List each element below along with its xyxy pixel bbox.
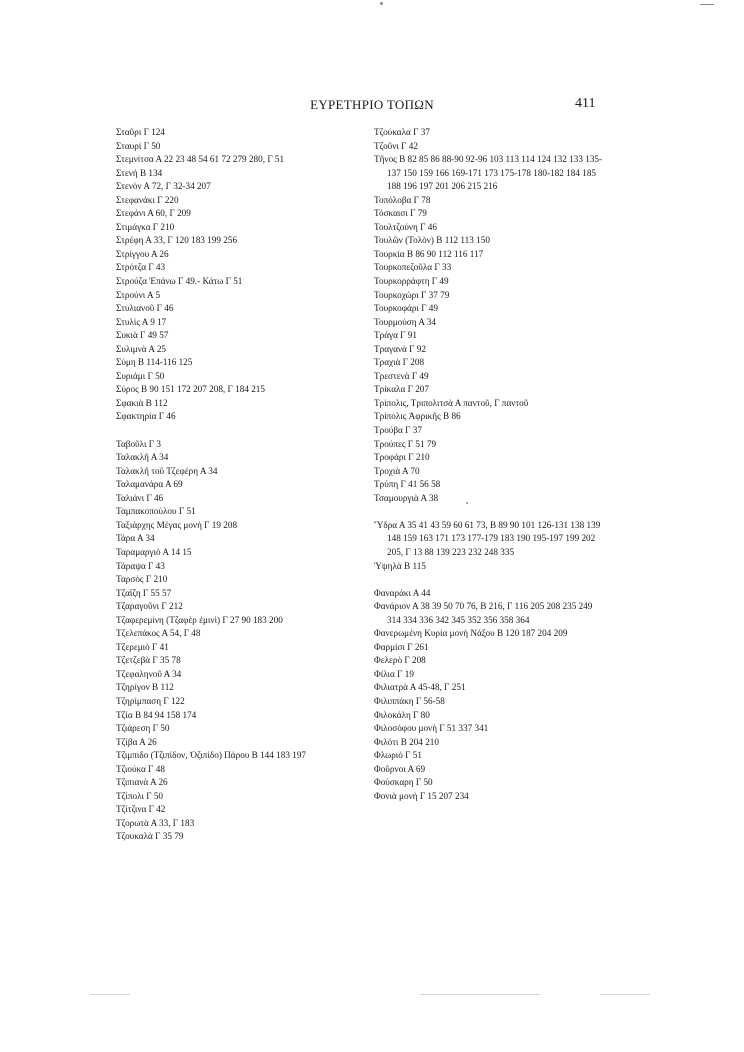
index-entry: Τουρκορράφτη Γ 49: [374, 276, 449, 287]
index-entry: Τσαμουργιὰ Α 38: [374, 492, 439, 503]
index-entry: Ὕδρα Α 35 41 43 59 60 61 73, Β 89 90 101 126-131 138 139 148 159 163 171 173 177-179 183 190 195-197 199 202 205, Γ 13 88 139 223 232 248 335: [374, 519, 601, 557]
index-entry: Τουλῶν (Τολὸν) Β 112 113 150: [374, 235, 490, 246]
index-entry: Τζουκαλὰ Γ 35 79: [116, 831, 184, 842]
index-entry: Τουρκία Β 86 90 112 116 117: [374, 248, 484, 259]
index-entry: Τόσκαισι Γ 79: [374, 208, 427, 219]
index-entry: Ταβοῦλι Γ 3: [116, 438, 161, 449]
index-entry: Τουρκοπεζοῦλα Γ 33: [374, 262, 452, 273]
index-entry: Τζίπολι Γ 50: [116, 790, 164, 801]
index-entry: Φιλοσόφου μονὴ Γ 51 337 341: [374, 723, 489, 734]
index-entry: Τζιμπιδο (Τζιπίδον, Ὀζιπίδο) Πάρου Β 144 183 197: [116, 750, 307, 761]
index-entry: Φιλοκάλη Γ 80: [374, 709, 430, 720]
index-entry: Τζετζεβὰ Γ 35 78: [116, 655, 181, 666]
index-entry: Τζαφερεμίνη (Τζαφὲρ ἐμινὶ) Γ 27 90 183 200: [116, 614, 283, 625]
index-entry: Φιλότι Β 204 210: [374, 736, 439, 747]
index-column-right: [374, 126, 606, 803]
index-entry: Τουρκοφάρι Γ 49: [374, 303, 438, 314]
page-title: ΕΥΡΕΤΗΡΙΟ ΤΟΠΩΝ: [310, 97, 434, 112]
index-entry: Σφακιὰ Β 112: [116, 397, 168, 408]
index-entry: Ταξιάρχης Μέγας μονὴ Γ 19 208: [116, 519, 238, 530]
section-gap: [116, 424, 378, 438]
index-entry: Φλωριὸ Γ 51: [374, 750, 422, 761]
scan-speck: [700, 4, 714, 5]
page-number: 411: [575, 96, 596, 111]
index-entry: Τρεστενὰ Γ 49: [374, 370, 429, 381]
section-gap: [374, 573, 606, 587]
index-entry: Τρύπη Γ 41 56 58: [374, 479, 441, 490]
index-entry: Ταλακλῆ Α 34: [116, 452, 169, 463]
index-entry: Τρίπολις, Τριπολιτσὰ Α παντοῦ, Γ παντοῦ: [374, 397, 529, 408]
index-entry: Στρίγγου Α 26: [116, 248, 169, 259]
index-entry: Ταλιάνι Γ 46: [116, 492, 164, 503]
index-entry: Τζαραγοῦνι Γ 212: [116, 601, 183, 612]
index-entry: Συλιμνὰ Α 25: [116, 343, 167, 354]
index-entry: Φανερωμένη Κυρία μονὴ Νάξου Β 120 187 204 209: [374, 628, 568, 639]
index-entry: Σφακτηρία Γ 46: [116, 411, 176, 422]
index-entry: Στενή Β 134: [116, 167, 163, 178]
index-entry: Φαρμίσι Γ 261: [374, 641, 429, 652]
index-entry: Τροφάρι Γ 210: [374, 452, 430, 463]
index-entry: Φελερὸ Γ 208: [374, 655, 426, 666]
index-entry: Φαναράκι Α 44: [374, 587, 431, 598]
index-entry: Συκιὰ Γ 49 57: [116, 330, 169, 341]
index-entry: Τρίπολις Ἀφρικῆς Β 86: [374, 411, 461, 422]
index-entry: Τουρμούση Α 34: [374, 316, 436, 327]
index-column-left: [116, 126, 378, 844]
index-entry: Τζοῦνι Γ 42: [374, 140, 418, 151]
index-entry: Τῆνος Β 82 85 86 88-90 92-96 103 113 114 124 132 133 135-137 150 159 166 169-171 173 175-178 180-182 184 185 188 196 197 201 206 215 216: [374, 154, 603, 192]
index-entry: Ταρσὸς Γ 210: [116, 574, 168, 585]
index-entry: Φιλιππάκη Γ 56-58: [374, 695, 445, 706]
index-entry: Φονιὰ μονὴ Γ 15 207 234: [374, 790, 469, 801]
scan-speck: [380, 2, 383, 5]
index-entry: Τζηρίμπαση Γ 122: [116, 695, 185, 706]
index-entry: Στιμάγκα Γ 210: [116, 221, 175, 232]
index-entry: Τζίβα Α 26: [116, 736, 157, 747]
scan-speck: [466, 502, 468, 504]
index-entry: Φοῦρνοι Α 69: [374, 763, 426, 774]
index-entry: Τζιούκα Γ 48: [116, 763, 165, 774]
index-entry: Φιλιατρὰ Α 45-48, Γ 251: [374, 682, 466, 693]
index-entry: Τζελεπάκος Α 54, Γ 48: [116, 628, 201, 639]
index-entry: Τζίτζινα Γ 42: [116, 804, 166, 815]
index-entry: Στρέφη Α 33, Γ 120 183 199 256: [116, 235, 238, 246]
index-entry: Τζερεμιὸ Γ 41: [116, 641, 169, 652]
index-entry: Ταμπακοπούλου Γ 51: [116, 506, 196, 517]
index-entry: Τζούκαλα Γ 37: [374, 127, 430, 137]
index-entry: Στρούζα Ἐπάνω Γ 49.- Κάτω Γ 51: [116, 276, 243, 287]
index-entry: Τράγα Γ 91: [374, 330, 417, 341]
index-entry: Ταραμαργιὸ Α 14 15: [116, 546, 192, 557]
index-entry: Στεφανάκι Γ 220: [116, 194, 179, 205]
index-entry: Συριάμι Γ 50: [116, 370, 165, 381]
index-entry: Σταῦρι Γ 124: [116, 127, 165, 137]
index-entry: Τάρα Α 34: [116, 533, 155, 544]
index-entry: Τζία Β 84 94 158 174: [116, 709, 197, 720]
index-entry: Ταλακλῆ τοῦ Τζεφέρη Α 34: [116, 465, 218, 476]
scan-mark: [90, 994, 130, 995]
index-entry: Σύμη Β 114-116 125: [116, 357, 193, 368]
index-entry: Τζορωτὰ Α 33, Γ 183: [116, 817, 195, 828]
index-entry: Σταυρί Γ 50: [116, 140, 161, 151]
index-entry: Στενὸν Α 72, Γ 32-34 207: [116, 181, 211, 192]
index-entry: Φούσκαρη Γ 50: [374, 777, 433, 788]
index-entry: Τουλτζούνη Γ 46: [374, 221, 437, 232]
index-entry: Τζαΐζη Γ 55 57: [116, 587, 172, 598]
index-entry: Τραγανὰ Γ 92: [374, 343, 426, 354]
index-entry: Τοπόλοβα Γ 78: [374, 194, 431, 205]
index-entry: Στεφάνι Α 60, Γ 209: [116, 208, 191, 219]
index-entry: Στρούνι Α 5: [116, 289, 161, 300]
index-entry: Τρίκαλα Γ 207: [374, 384, 429, 395]
index-entry: Στυλὶς Α 9 17: [116, 316, 167, 327]
index-entry: Στρότζα Γ 43: [116, 262, 166, 273]
index-entry: Φίλια Γ 19: [374, 668, 414, 679]
index-entry: Στυλιανοῦ Γ 46: [116, 303, 174, 314]
index-entry: Τουρκοχώρι Γ 37 79: [374, 289, 450, 300]
index-entry: Ὑψηλὰ Β 115: [374, 560, 426, 571]
index-entry: Τζιπιανὰ Α 26: [116, 777, 168, 788]
index-entry: Τζεφαληνοῦ Α 34: [116, 668, 182, 679]
index-entry: Τροχιὰ Α 70: [374, 465, 420, 476]
scan-mark: [600, 994, 650, 995]
index-entry: Σύρος Β 90 151 172 207 208, Γ 184 215: [116, 384, 265, 395]
index-entry: Τρούπες Γ 51 79: [374, 438, 437, 449]
index-entry: Τζηρίγον Β 112: [116, 682, 174, 693]
index-entry: Φανάριον Α 38 39 50 70 76, Β 216, Γ 116 205 208 235 249 314 334 336 342 345 352 356 358 364: [374, 601, 593, 625]
index-entry: Τάραψα Γ 43: [116, 560, 165, 571]
index-entry: Τρούβα Γ 37: [374, 425, 422, 436]
index-entry: Στεμνίτσα Α 22 23 48 54 61 72 279 280, Γ 51: [116, 154, 285, 165]
index-entry: Ταλαμανάρα Α 69: [116, 479, 183, 490]
index-entry: Τραχιὰ Γ 208: [374, 357, 425, 368]
section-gap: [374, 505, 606, 519]
index-entry: Τζιάρεση Γ 50: [116, 723, 170, 734]
scan-mark: [420, 994, 540, 995]
